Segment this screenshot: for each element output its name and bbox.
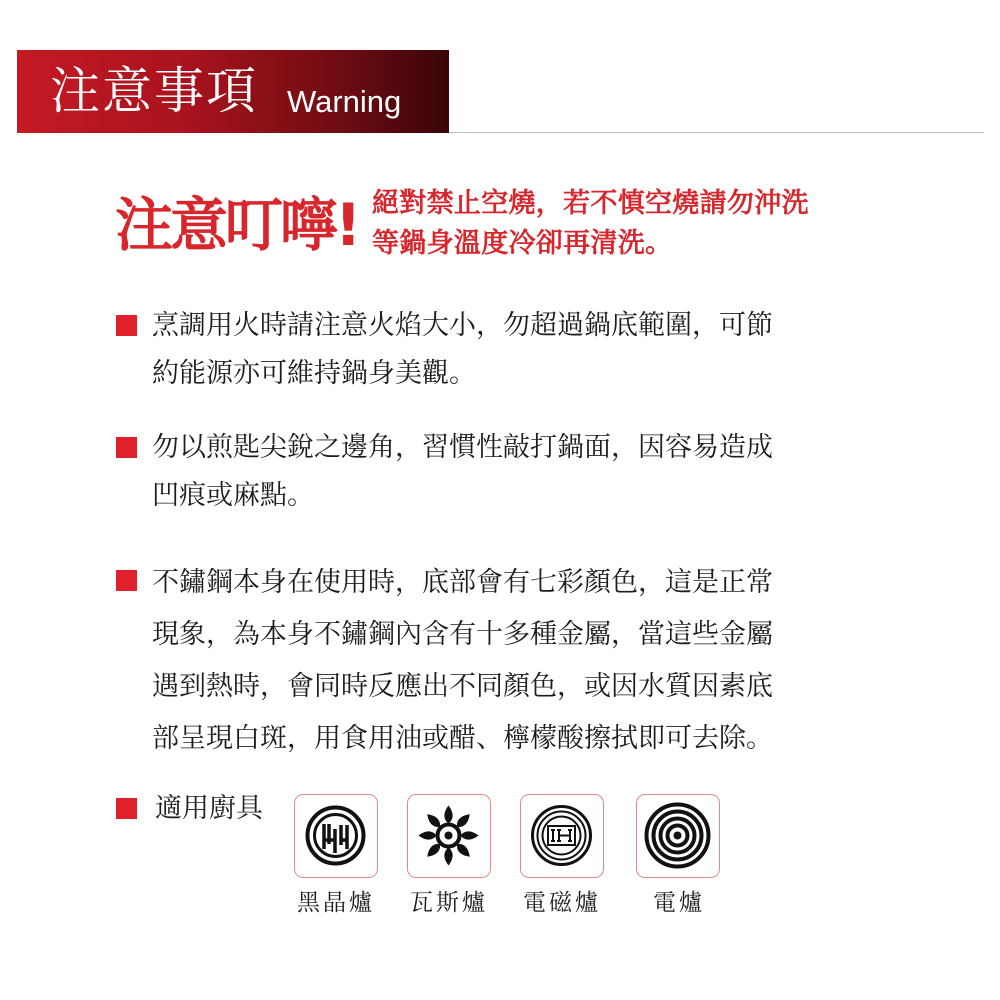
note-line: 凹痕或麻點。	[152, 480, 314, 511]
cookware-icon-box	[407, 794, 491, 878]
bullet-square	[116, 315, 137, 336]
note-line: 勿以煎匙尖銳之邊角，習慣性敲打鍋面，因容易造成	[152, 432, 773, 463]
cookware-name: 黑晶爐	[297, 890, 375, 916]
note-line: 約能源亦可維持鍋身美觀。	[152, 358, 476, 389]
alert-line-1: 絕對禁止空燒，若不慎空燒請勿沖洗	[372, 188, 809, 219]
note-paragraph	[152, 557, 872, 765]
cookware-name: 電爐	[653, 890, 705, 916]
gas-flame-icon	[408, 795, 489, 876]
alert-heading: 注意叮嚀!	[115, 191, 359, 259]
note-line: 現象，為本身不鏽鋼內含有十多種金屬，當這些金屬	[152, 619, 773, 650]
bullet-square	[116, 437, 137, 458]
cookware-icon-box	[636, 794, 720, 878]
bullet-square	[116, 570, 137, 591]
induction-ih-icon	[521, 795, 602, 876]
bullet-square	[116, 798, 137, 819]
cookware-icon-box	[520, 794, 604, 878]
header-divider	[449, 132, 984, 133]
note-paragraph	[152, 424, 872, 520]
electric-coil-icon	[637, 795, 718, 876]
alert-line-2: 等鍋身溫度冷卻再清洗。	[372, 228, 673, 259]
cookware-name: 瓦斯爐	[410, 890, 488, 916]
cookware-label: 適用廚具	[155, 793, 263, 824]
note-line: 遇到熱時，會同時反應出不同顏色，或因水質因素底	[152, 671, 773, 702]
ceramic-hob-icon	[295, 795, 376, 876]
note-paragraph	[152, 302, 872, 398]
note-line: 烹調用火時請注意火焰大小，勿超過鍋底範圍，可節	[152, 310, 773, 341]
cookware-icon-box	[294, 794, 378, 878]
cookware-name: 電磁爐	[523, 890, 601, 916]
note-line: 不鏽鋼本身在使用時，底部會有七彩顏色，這是正常	[152, 567, 773, 598]
note-line: 部呈現白斑，用食用油或醋、檸檬酸擦拭即可去除。	[152, 723, 773, 754]
page-subtitle: Warning	[287, 84, 402, 119]
page-title: 注意事項	[50, 62, 258, 120]
